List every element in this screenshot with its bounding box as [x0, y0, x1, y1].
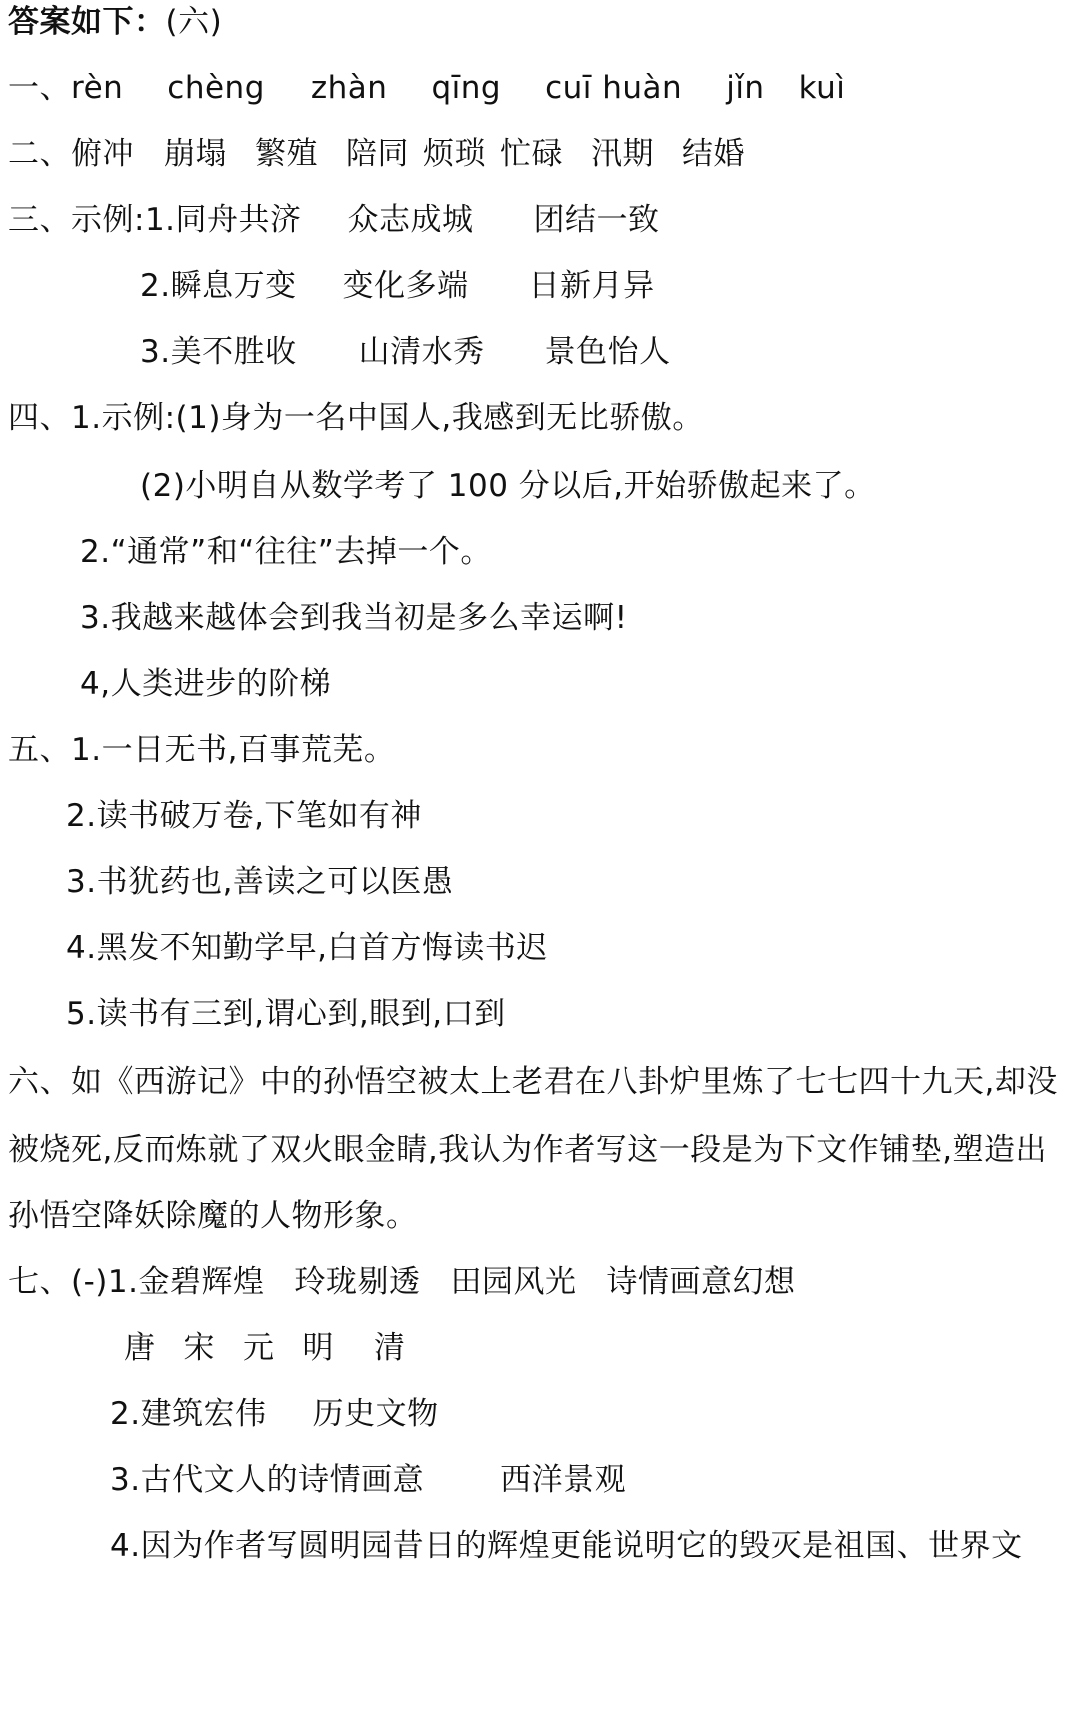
idiom-lead: 3.古代文人的诗情画意	[110, 1462, 425, 1498]
title-paren: (六)	[165, 4, 223, 40]
idiom-lead: 示例:1.同舟共济	[71, 202, 302, 238]
section-3-label: 三、	[8, 202, 71, 238]
section-7-line-5: 4.因为作者写圆明园昔日的辉煌更能说明它的毁灭是祖国、世界文	[110, 1528, 1023, 1564]
pinyin-item: qīng	[431, 70, 502, 106]
section-6-line-1: 六、如《西游记》中的孙悟空被太上老君在八卦炉里炼了七七四十九天,却没	[8, 1064, 1058, 1100]
section-7-label: 七、	[8, 1264, 71, 1300]
section-4-line-1: 四、1.示例:(1)身为一名中国人,我感到无比骄傲。	[8, 400, 704, 436]
section-6-line-3: 孙悟空降妖除魔的人物形象。	[8, 1198, 418, 1234]
word-item: 崩塌	[164, 136, 227, 172]
section-7-line-1	[8, 1262, 795, 1302]
section-4-line-5: 4,人类进步的阶梯	[80, 666, 332, 702]
section-2-label: 二、	[8, 136, 71, 172]
dynasty-item: 清	[374, 1330, 406, 1366]
section-5-line-4: 4.黑发不知勤学早,白首方悔读书迟	[66, 930, 548, 966]
idiom-item: 西洋景观	[500, 1462, 627, 1498]
idiom-lead: 3.美不胜收	[140, 334, 297, 370]
section-1	[8, 68, 845, 108]
dynasty-item: 宋	[183, 1330, 215, 1366]
dynasty-item: 元	[243, 1330, 275, 1366]
section-5-line-5: 5.读书有三到,谓心到,眼到,口到	[66, 996, 506, 1032]
dynasty-item: 明	[302, 1330, 334, 1366]
section-2	[8, 134, 745, 174]
idiom-lead: (-)1.金碧辉煌	[71, 1264, 265, 1300]
idiom-item: 诗情画意幻想	[606, 1264, 796, 1300]
section-5-line-2: 2.读书破万卷,下笔如有神	[66, 798, 422, 834]
idiom-item: 变化多端	[342, 268, 469, 304]
idiom-item: 历史文物	[312, 1396, 439, 1432]
idiom-item: 日新月异	[528, 268, 655, 304]
pinyin-item: rèn	[71, 70, 124, 106]
word-item: 陪同	[346, 136, 409, 172]
idiom-item: 众志成城	[347, 202, 474, 238]
pinyin-item: zhàn	[310, 70, 388, 106]
word-item: 繁殖	[255, 136, 318, 172]
word-item: 汛期	[591, 136, 654, 172]
idiom-lead: 2.建筑宏伟	[110, 1396, 267, 1432]
word-item: 忙碌	[500, 136, 563, 172]
dynasty-item: 唐	[124, 1330, 156, 1366]
section-7-line-2	[124, 1328, 406, 1368]
title-bold: 答案如下：	[8, 4, 166, 40]
section-5-line-3: 3.书犹药也,善读之可以医愚	[66, 864, 454, 900]
idiom-item: 田园风光	[450, 1264, 577, 1300]
section-3-line-2	[140, 266, 655, 306]
section-3-line-3	[140, 332, 671, 372]
idiom-item: 团结一致	[533, 202, 660, 238]
word-item: 烦琐	[423, 136, 486, 172]
section-5-line-1: 五、1.一日无书,百事荒芜。	[8, 732, 396, 768]
pinyin-item: chèng	[167, 70, 265, 106]
section-7-line-3	[110, 1394, 439, 1434]
idiom-lead: 2.瞬息万变	[140, 268, 297, 304]
idiom-item: 山清水秀	[358, 334, 485, 370]
section-3-line-1	[8, 200, 660, 240]
section-4-line-3: 2.“通常”和“往往”去掉一个。	[80, 534, 492, 570]
section-1-label: 一、	[8, 70, 71, 106]
page-title	[8, 2, 222, 42]
section-7-line-4	[110, 1460, 626, 1500]
section-6-line-2: 被烧死,反而炼就了双火眼金睛,我认为作者写这一段是为下文作铺垫,塑造出	[8, 1132, 1048, 1168]
word-item: 结婚	[682, 136, 745, 172]
pinyin-item: kuì	[798, 70, 846, 106]
section-4-line-4: 3.我越来越体会到我当初是多么幸运啊!	[80, 600, 628, 636]
pinyin-item: cuī huàn	[545, 70, 683, 106]
word-item: 俯冲	[71, 136, 134, 172]
section-4-line-2: (2)小明自从数学考了 100 分以后,开始骄傲起来了。	[140, 468, 876, 504]
idiom-item: 玲珑剔透	[294, 1264, 421, 1300]
idiom-item: 景色怡人	[544, 334, 671, 370]
pinyin-item: jǐn	[726, 70, 765, 106]
